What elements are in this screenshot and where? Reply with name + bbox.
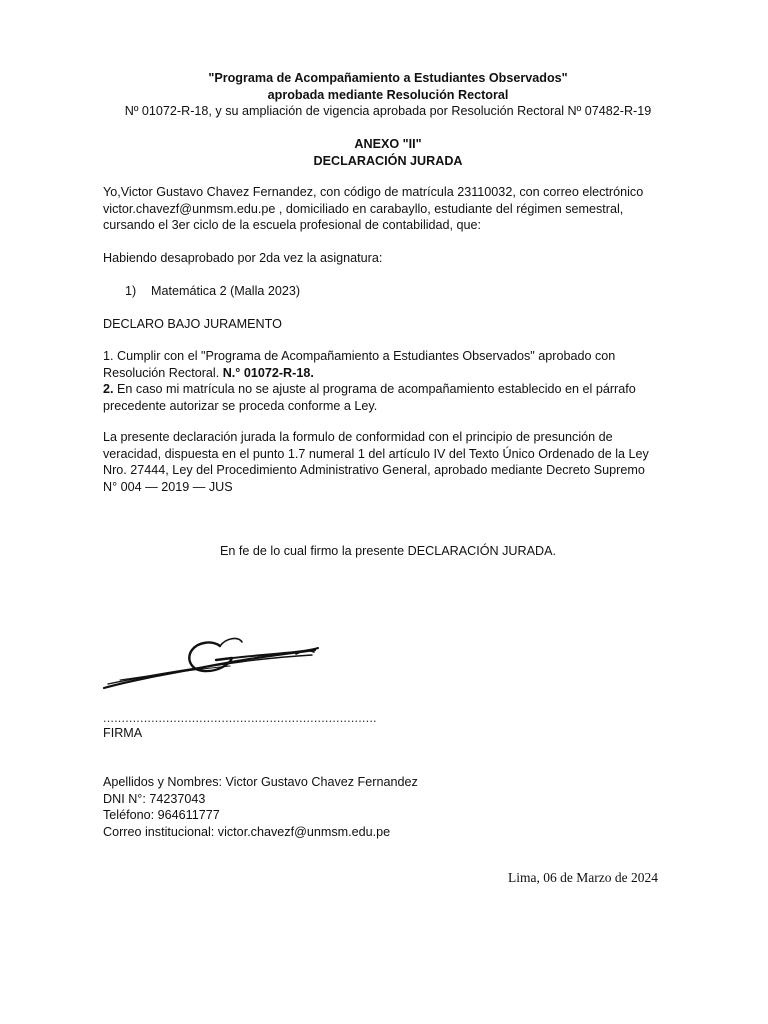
item1-resolution-text: Resolución Rectoral. <box>103 365 223 380</box>
item1-resolution-number: N.° 01072-R-18. <box>222 365 314 380</box>
item1-line <box>103 365 665 382</box>
handwritten-signature <box>100 628 330 694</box>
program-title: "Programa de Acompañamiento a Estudiantes Observados" <box>208 71 568 85</box>
item2-line: precedente autorizar se proceda conforme a Ley. <box>103 398 378 413</box>
legal-line: La presente declaración jurada la formulo de conformidad con el principio de presunción de <box>103 430 613 444</box>
full-name: Apellidos y Nombres: Victor Gustavo Chavez Fernandez <box>103 775 418 789</box>
failed-statement: Habiendo desaprobado por 2da vez la asignatura: <box>103 251 383 265</box>
document-header <box>60 70 716 120</box>
item1-line: 1. Cumplir con el "Programa de Acompañamiento a Estudiantes Observados" aprobado con <box>103 349 616 363</box>
intro-paragraph <box>103 184 665 234</box>
course-name: Matemática 2 (Malla 2023) <box>151 284 301 298</box>
item2-text: En caso mi matrícula no se ajuste al programa de acompañamiento establecido en el párrafo <box>113 382 636 396</box>
legal-line: veracidad, dispuesta en el punto 1.7 numeral 1 del artículo IV del Texto Único Ordenado de la Ley <box>103 446 649 461</box>
legal-line: N° 004 — 2019 — JUS <box>103 479 233 494</box>
annex-heading <box>60 136 716 169</box>
resolution-numbers: Nº 01072-R-18, y su ampliación de vigencia aprobada por Resolución Rectoral Nº 07482-R-19 <box>124 104 652 118</box>
item2-line <box>103 381 665 398</box>
annex-label: ANEXO "II" <box>354 137 422 151</box>
course-list-item <box>103 283 687 300</box>
phone-number: Teléfono: 964611777 <box>103 808 220 822</box>
institutional-email: Correo institucional: victor.chavezf@unmsm.edu.pe <box>103 824 391 839</box>
intro-line: Yo,Victor Gustavo Chavez Fernandez, con código de matrícula 23110032, con correo electrónico <box>103 185 644 199</box>
intro-line: cursando el 3er ciclo de la escuela profesional de contabilidad, que: <box>103 218 482 232</box>
resolution-line: aprobada mediante Resolución Rectoral <box>267 87 509 102</box>
signature-label: FIRMA <box>103 726 143 740</box>
place-and-date: Lima, 06 de Marzo de 2024 <box>508 870 658 885</box>
dni-number: DNI N°: 74237043 <box>103 791 206 806</box>
signature-drawing <box>100 628 330 694</box>
legal-paragraph <box>103 429 665 495</box>
personal-info <box>103 774 665 840</box>
declaration-heading: DECLARO BAJO JURAMENTO <box>103 317 282 331</box>
item2-number: 2. <box>103 382 114 396</box>
annex-title: DECLARACIÓN JURADA <box>313 153 463 168</box>
closing-statement: En fe de lo cual firmo la presente DECLARACIÓN JURADA. <box>220 544 556 558</box>
legal-line: Nro. 27444, Ley del Procedimiento Administrativo General, aprobado mediante Decreto Supremo <box>103 463 645 477</box>
course-number: 1) <box>125 284 137 298</box>
declaration-items <box>103 348 665 414</box>
intro-line: victor.chavezf@unmsm.edu.pe , domiciliado en carabayllo, estudiante del régimen semestral, <box>103 201 624 216</box>
signature-line: .......................................................................... <box>103 711 377 725</box>
